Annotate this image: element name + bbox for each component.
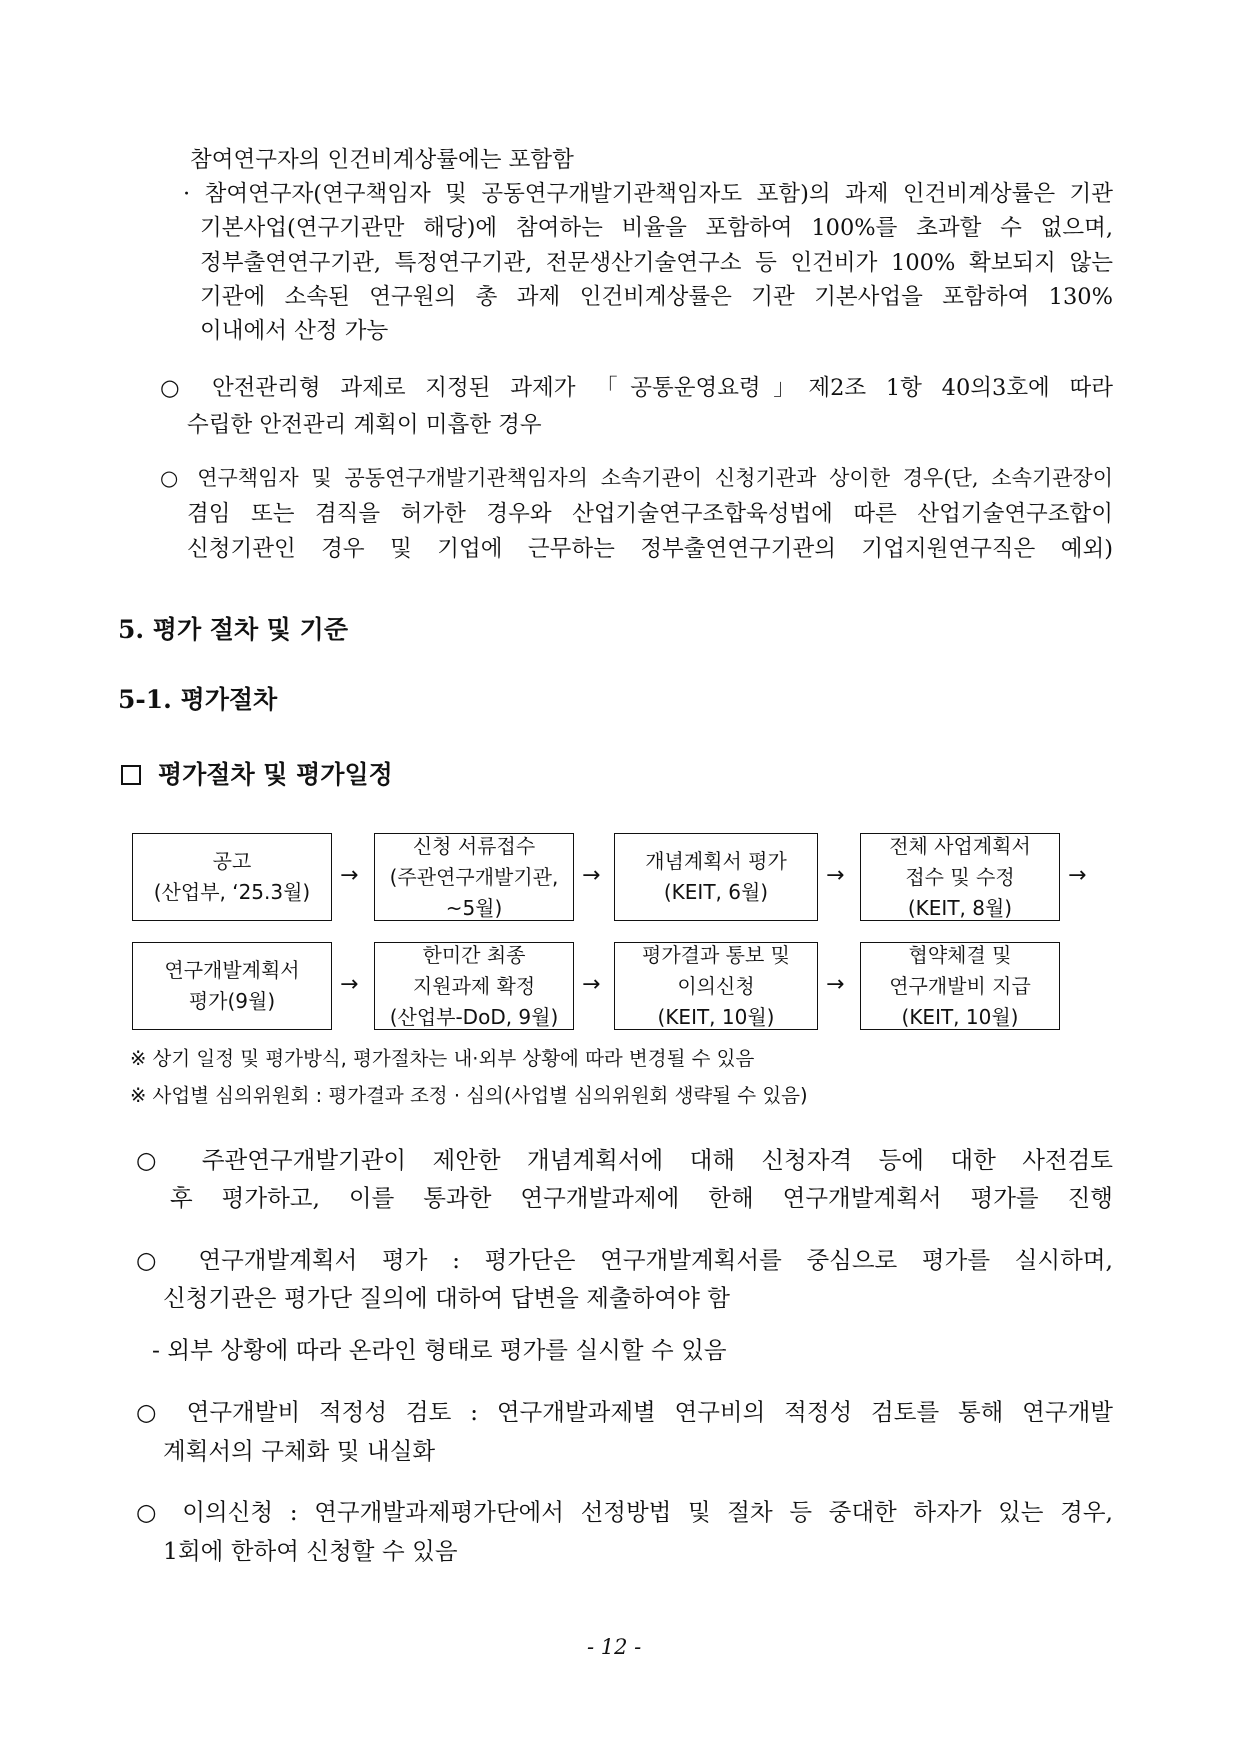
note-line: ※ 사업별 심의위원회 : 평가결과 조정 · 심의(사업별 심의위원회 생략될 수 있음) <box>130 1084 808 1107</box>
bullet-line: ○ 안전관리형 과제로 지정된 과제가 「공통운영요령」제2조 1항 40의3호에 따라 <box>160 375 1113 401</box>
flow-step-announcement <box>132 833 332 921</box>
paragraph-line: 신청기관은 평가단 질의에 대하여 답변을 제출하여야 함 <box>163 1284 730 1312</box>
text-line: 정부출연연구기관, 특정연구기관, 전문생산기술연구소 등 인건비가 100% 확보되지 않는 <box>200 250 1113 276</box>
bullet-line: ○ 연구책임자 및 공동연구개발기관책임자의 소속기관이 신청기관과 상이한 경우(단, 소속기관장이 <box>160 466 1113 490</box>
right-arrow-icon: → <box>582 863 601 888</box>
note-line: ※ 상기 일정 및 평가방식, 평가절차는 내·외부 상황에 따라 변경될 수 있음 <box>130 1047 755 1070</box>
flow-step-concept-review <box>614 833 818 921</box>
section-title: 5. 평가 절차 및 기준 <box>118 615 348 644</box>
flow-step-line: (주관연구개발기관, <box>389 864 559 889</box>
paragraph-line: ○ 주관연구개발기관이 제안한 개념계획서에 대해 신청자격 등에 대한 사전검토 <box>136 1146 1113 1174</box>
flow-step-line: (KEIT, 8월) <box>907 895 1013 920</box>
paragraph-line: 후 평가하고, 이를 통과한 연구개발과제에 한해 연구개발계획서 평가를 진행 <box>170 1184 1113 1212</box>
paragraph-line: ○ 이의신청 : 연구개발과제평가단에서 선정방법 및 절차 등 중대한 하자가 있는 경우, <box>136 1498 1113 1526</box>
flow-step-line: 한미간 최종 <box>422 942 526 967</box>
text-line: · 참여연구자(연구책임자 및 공동연구개발기관책임자도 포함)의 과제 인건비계상률은 기관 <box>183 181 1113 207</box>
flow-step-line: 지원과제 확정 <box>412 973 536 998</box>
right-arrow-icon: → <box>340 863 359 888</box>
flow-step-line: (산업부, ‘25.3월) <box>153 880 311 904</box>
subsection-title: 5-1. 평가절차 <box>118 685 278 714</box>
text-line: 이내에서 산정 가능 <box>200 318 389 344</box>
flow-step-result-notice <box>614 942 818 1030</box>
right-arrow-icon: → <box>826 863 845 888</box>
text-line: 기관에 소속된 연구원의 총 과제 인건비계상률은 기관 기본사업을 포함하여 130% <box>200 284 1113 310</box>
flow-step-line: 이의신청 <box>677 973 755 998</box>
flow-step-line: 개념계획서 평가 <box>645 849 787 873</box>
right-arrow-icon: → <box>340 972 359 997</box>
flow-step-line: ~5월) <box>445 895 503 920</box>
flow-step-line: (KEIT, 10월) <box>901 1004 1019 1029</box>
flow-step-full-plan <box>860 833 1060 921</box>
flow-step-line: 연구개발계획서 <box>164 958 300 982</box>
flow-step-line: 접수 및 수정 <box>905 864 1015 889</box>
flow-step-line: 평가결과 통보 및 <box>642 942 790 967</box>
flow-step-line: 평가(9월) <box>188 989 276 1013</box>
paragraph-line: 1회에 한하여 신청할 수 있음 <box>163 1537 458 1565</box>
flow-step-line: (산업부-DoD, 9월) <box>389 1004 559 1029</box>
flow-step-line: 연구개발비 지급 <box>889 973 1031 998</box>
bullet-line: 겸임 또는 겸직을 허가한 경우와 산업기술연구조합육성법에 따른 산업기술연구조합이 <box>187 501 1113 527</box>
flow-step-agreement <box>860 942 1060 1030</box>
right-arrow-icon: → <box>1068 863 1087 888</box>
flow-step-line: 전체 사업계획서 <box>889 833 1031 858</box>
page-number: - 12 - <box>587 1635 642 1659</box>
paragraph-line: ○ 연구개발계획서 평가 : 평가단은 연구개발계획서를 중심으로 평가를 실시하며, <box>136 1246 1113 1274</box>
flow-step-line: 협약체결 및 <box>908 942 1012 967</box>
flow-step-line: (KEIT, 10월) <box>657 1004 775 1029</box>
text-line: 기본사업(연구기관만 해당)에 참여하는 비율을 포함하여 100%를 초과할 수 없으며, <box>200 215 1113 241</box>
text-line: 참여연구자의 인건비계상률에는 포함함 <box>190 147 574 173</box>
paragraph-line: 계획서의 구체화 및 내실화 <box>163 1437 436 1465</box>
flow-step-plan-review <box>132 942 332 1030</box>
right-arrow-icon: → <box>582 972 601 997</box>
bullet-line: 신청기관인 경우 및 기업에 근무하는 정부출연연구기관의 기업지원연구직은 예외) <box>187 536 1113 562</box>
bullet-line: 수립한 안전관리 계획이 미흡한 경우 <box>187 412 542 438</box>
right-arrow-icon: → <box>826 972 845 997</box>
flow-step-line: (KEIT, 6월) <box>663 880 769 904</box>
flow-step-application <box>374 833 574 921</box>
checkbox-square-icon <box>121 765 141 785</box>
paragraph-line: ○ 연구개발비 적정성 검토 : 연구개발과제별 연구비의 적정성 검토를 통해 연구개발 <box>136 1398 1113 1426</box>
flow-step-line: 신청 서류접수 <box>412 833 536 858</box>
flow-step-final-selection <box>374 942 574 1030</box>
paragraph-subline: - 외부 상황에 따라 온라인 형태로 평가를 실시할 수 있음 <box>152 1336 727 1364</box>
flow-step-line: 공고 <box>212 849 252 873</box>
box-heading: 평가절차 및 평가일정 <box>158 760 393 789</box>
